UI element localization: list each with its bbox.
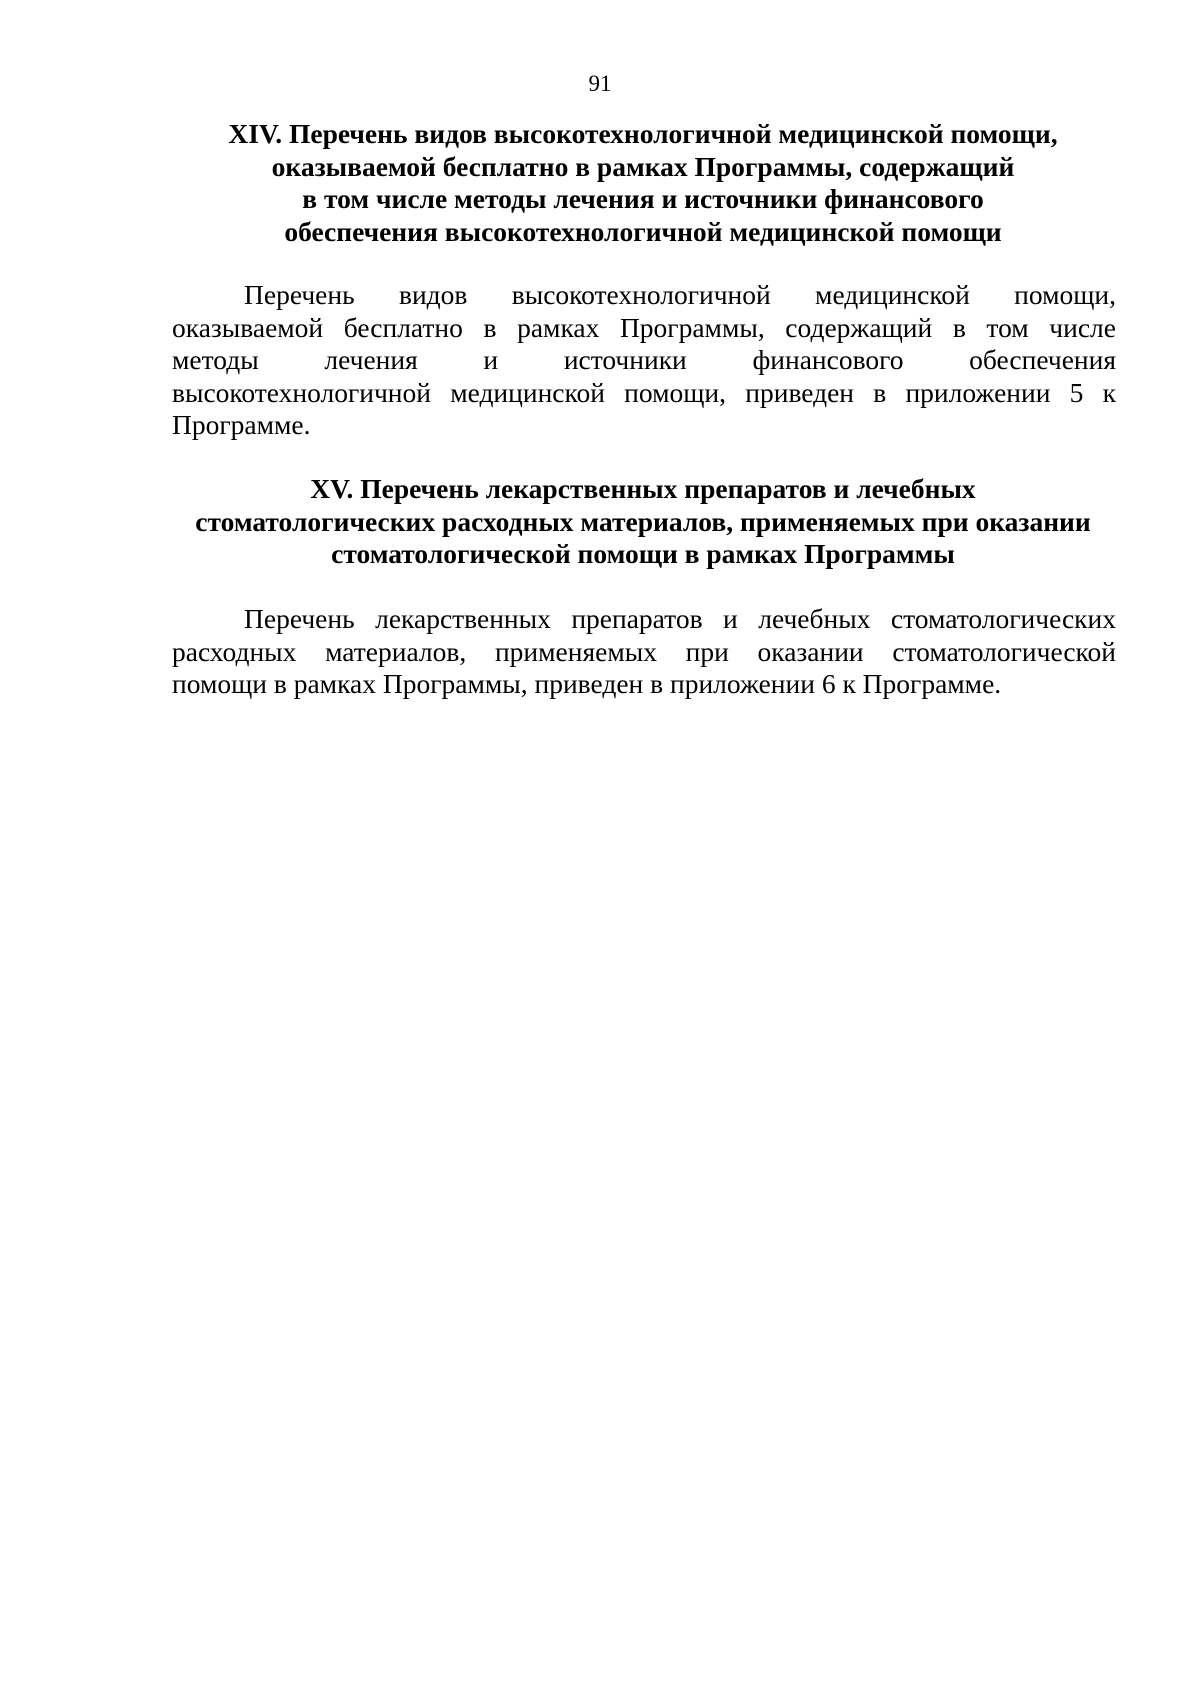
paragraph-line: оказываемой бесплатно в рамках Программы, содержащий в том числе xyxy=(172,311,1116,343)
paragraph-line: помощи в рамках Программы, приведен в приложении 6 к Программе. xyxy=(172,668,1002,699)
section-14-heading xyxy=(170,118,1116,248)
section-14-paragraph xyxy=(172,279,1116,442)
heading-line: стоматологической помощи в рамках Программы xyxy=(331,538,955,569)
paragraph-line: высокотехнологичной медицинской помощи, приведен в приложении 5 к xyxy=(172,376,1116,408)
heading-line: XV. Перечень лекарственных препаратов и лечебных xyxy=(310,473,976,504)
heading-line: обеспечения высокотехнологичной медицинской помощи xyxy=(284,215,1002,247)
heading-line: оказываемой бесплатно в рамках Программы, содержащий xyxy=(271,150,1015,182)
section-15-paragraph xyxy=(172,603,1116,701)
heading-line: в том числе методы лечения и источники финансового xyxy=(302,183,984,214)
paragraph-line: методы лечения и источники финансового обеспечения xyxy=(172,344,1116,375)
section-15-heading xyxy=(170,473,1116,571)
paragraph-line: Программе. xyxy=(172,409,311,440)
page-number: 91 xyxy=(588,71,612,96)
paragraph-line: расходных материалов, применяемых при оказании стоматологической xyxy=(172,635,1116,667)
paragraph-line: Перечень видов высокотехнологичной медицинской помощи, xyxy=(244,279,1116,310)
heading-line: XIV. Перечень видов высокотехнологичной медицинской помощи, xyxy=(228,118,1058,149)
paragraph-line: Перечень лекарственных препаратов и лечебных стоматологических xyxy=(244,603,1116,634)
heading-line: стоматологических расходных материалов, применяемых при оказании xyxy=(195,505,1091,537)
